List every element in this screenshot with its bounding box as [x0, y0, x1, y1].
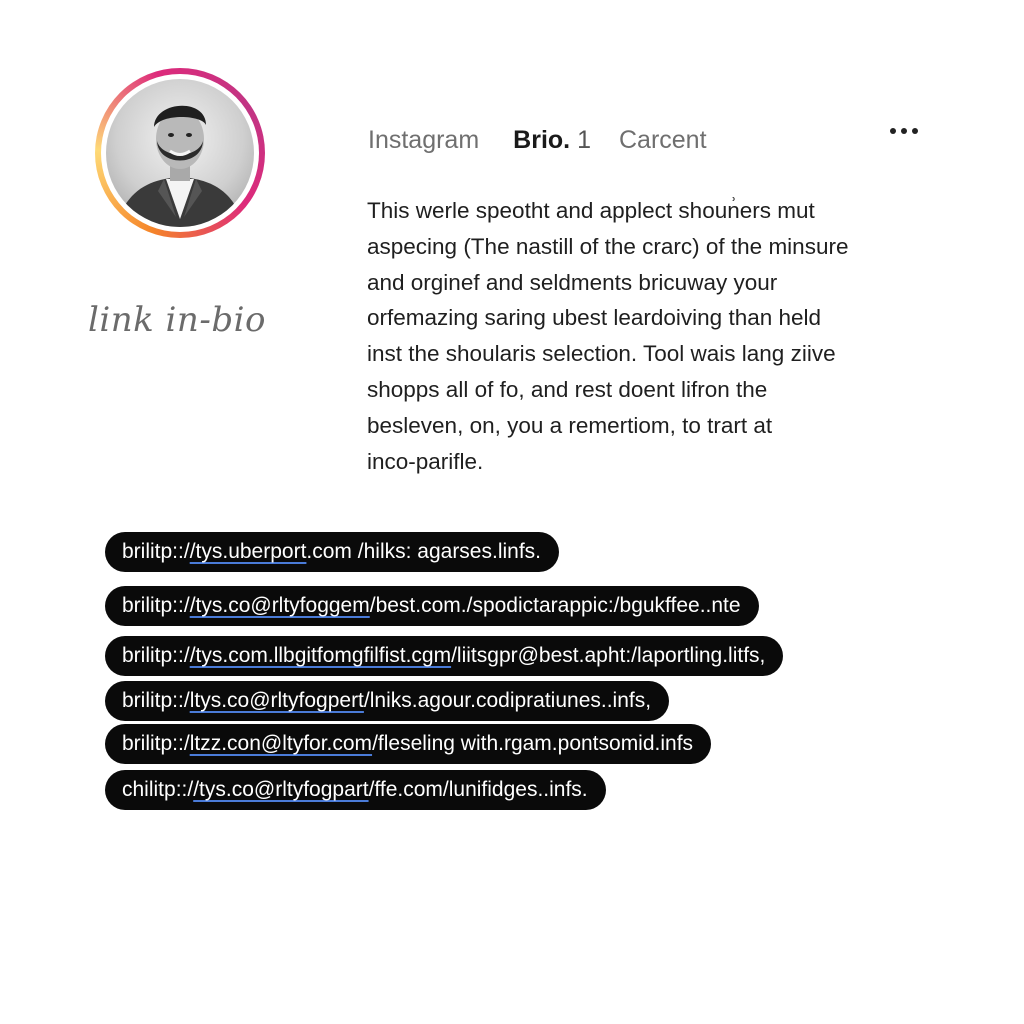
- tab-brio[interactable]: [513, 126, 591, 155]
- link-suffix: .com /hilks: agarses.linfs.: [306, 540, 542, 563]
- bio-line: orfemazing saring ubest leardoiving than held: [367, 305, 822, 331]
- bio-line: This werle speotht and applect shoun͗ers mut: [367, 198, 815, 223]
- bio-text: [367, 193, 927, 479]
- bio-link-2[interactable]: [105, 586, 759, 626]
- link-prefix: brilitp::/: [122, 540, 190, 563]
- avatar[interactable]: [95, 68, 265, 238]
- bio-link-4[interactable]: [105, 681, 669, 721]
- bio-line: inco-parifle.: [367, 448, 484, 474]
- link-domain: /tys.co@rltyfoggem: [189, 594, 370, 617]
- link-in-bio-label: link in-bio: [88, 300, 266, 340]
- link-domain: /tys.com.llbgitfomgfilfist.cgm: [189, 644, 452, 667]
- link-prefix: brilitp::/: [122, 644, 190, 667]
- link-suffix: /lniks.agour.codipratiunes..infs,: [363, 689, 652, 712]
- bio-line: besleven, on, you a remertiom, to trart at: [367, 412, 773, 438]
- link-prefix: brilitp::/: [122, 732, 190, 755]
- link-suffix: /ffe.com/lunifidges..infs.: [368, 778, 588, 801]
- bio-line: aspecing (The nastill of the crarc) of the minsure: [367, 233, 849, 259]
- link-suffix: /fleseling with.rgam.pontsomid.infs: [372, 732, 694, 755]
- dot: [912, 128, 918, 134]
- link-prefix: brilitp::/: [122, 594, 190, 617]
- link-domain: /tys.co@rltyfogpart: [193, 778, 369, 801]
- link-suffix: /best.com./spodictarappic:/bgukffee..nte: [369, 594, 741, 617]
- bio-line: inst the shoularis selection. Tool wais lang ziive: [367, 341, 836, 367]
- link-domain: ltys.co@rltyfogpert: [189, 689, 364, 712]
- avatar-border: [101, 74, 259, 232]
- profile-photo: [106, 79, 254, 227]
- bio-link-1[interactable]: [105, 532, 559, 572]
- link-domain: ltzz.con@ltyfor.com: [189, 732, 373, 755]
- more-options-icon[interactable]: [890, 128, 918, 134]
- dot: [901, 128, 907, 134]
- link-prefix: brilitp::/: [122, 689, 190, 712]
- profile-header: [368, 120, 928, 160]
- link-suffix: /liitsgpr@best.apht:/laportling.litfs,: [451, 644, 766, 667]
- bio-link-6[interactable]: [105, 770, 606, 810]
- bio-link-5[interactable]: [105, 724, 711, 764]
- dot: [890, 128, 896, 134]
- tab-brio-count: 1: [577, 125, 591, 154]
- link-domain: /tys.uberport: [189, 540, 307, 563]
- link-prefix: chilitp::/: [122, 778, 194, 801]
- tab-brio-label: Brio.: [513, 125, 571, 154]
- tab-instagram[interactable]: Instagram: [368, 125, 480, 154]
- bio-line: and orginef and seldments bricuway your: [367, 269, 778, 295]
- bio-line: shopps all of fo, and rest doent lifron the: [367, 376, 768, 402]
- tab-carcent[interactable]: Carcent: [618, 125, 707, 154]
- bio-link-3[interactable]: [105, 636, 783, 676]
